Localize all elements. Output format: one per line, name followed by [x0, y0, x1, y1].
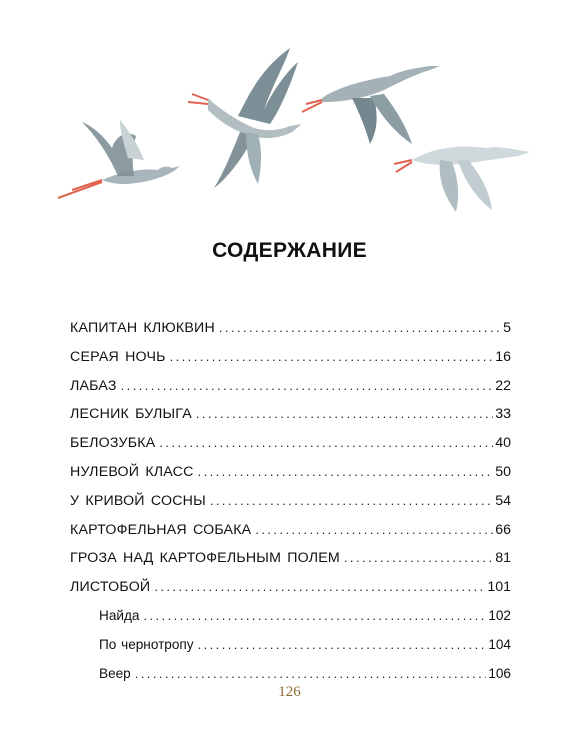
toc-leader-dots [143, 606, 486, 626]
crane-3-icon [302, 66, 440, 144]
toc-entry-page: 106 [488, 665, 511, 681]
toc-entry-title: Веер [99, 665, 131, 681]
toc-entry-title: Найда [99, 607, 140, 623]
toc-leader-dots [198, 635, 487, 655]
toc-entry-title: КАРТОФЕЛЬНАЯ СОБАКА [70, 521, 252, 538]
crane-1-icon [58, 120, 180, 198]
toc-entry [70, 376, 511, 405]
table-of-contents [70, 318, 511, 692]
toc-entry-page: 81 [495, 550, 511, 567]
toc-entry [70, 606, 511, 635]
toc-entry-page: 5 [503, 320, 511, 336]
toc-entry-title: ЛАБАЗ [70, 377, 117, 394]
toc-leader-dots [219, 318, 501, 338]
toc-entry-page: 22 [495, 377, 511, 394]
toc-entry [70, 462, 511, 491]
toc-entry [70, 548, 511, 577]
toc-leader-dots [198, 462, 494, 482]
crane-2-icon [188, 48, 302, 188]
toc-entry-title: ЛЕСНИК БУЛЫГА [70, 406, 192, 423]
toc-entry-title: КАПИТАН КЛЮКВИН [70, 320, 215, 336]
toc-entry-title: СЕРАЯ НОЧЬ [70, 348, 166, 365]
toc-entry [70, 318, 511, 347]
toc-entry-page: 40 [495, 435, 511, 452]
toc-leader-dots [255, 520, 493, 540]
toc-entry-title: У КРИВОЙ СОСНЫ [70, 492, 206, 509]
toc-entry-title: ГРОЗА НАД КАРТОФЕЛЬНЫМ ПОЛЕМ [70, 550, 340, 567]
toc-leader-dots [135, 664, 487, 684]
crane-4-icon [394, 147, 530, 213]
toc-entry [70, 520, 511, 549]
toc-entry-page: 102 [488, 607, 511, 623]
toc-entry [70, 404, 511, 433]
toc-leader-dots [344, 548, 493, 568]
toc-leader-dots [159, 433, 493, 453]
toc-entry-page: 33 [495, 406, 511, 423]
toc-leader-dots [170, 347, 494, 367]
toc-entry-page: 104 [488, 636, 511, 652]
toc-entry-page: 16 [495, 348, 511, 365]
toc-entry-title: БЕЛОЗУБКА [70, 435, 156, 452]
toc-entry-title: НУЛЕВОЙ КЛАСС [70, 463, 194, 480]
toc-entry-page: 66 [495, 521, 511, 538]
toc-leader-dots [121, 376, 494, 396]
toc-entry [70, 577, 511, 606]
toc-entry-page: 54 [495, 492, 511, 509]
toc-entry [70, 491, 511, 520]
toc-entry [70, 347, 511, 376]
page-title: СОДЕРЖАНИЕ [212, 239, 367, 262]
toc-entry [70, 433, 511, 462]
toc-entry [70, 635, 511, 664]
toc-entry-page: 101 [487, 579, 511, 596]
flying-cranes-illustration [40, 40, 540, 225]
page-number: 126 [278, 684, 301, 700]
toc-entry-title: ЛИСТОБОЙ [70, 579, 151, 596]
toc-leader-dots [154, 577, 485, 597]
toc-leader-dots [196, 404, 493, 424]
toc-entry-page: 50 [495, 463, 511, 480]
toc-leader-dots [210, 491, 493, 511]
toc-entry-title: По чернотропу [99, 636, 194, 652]
